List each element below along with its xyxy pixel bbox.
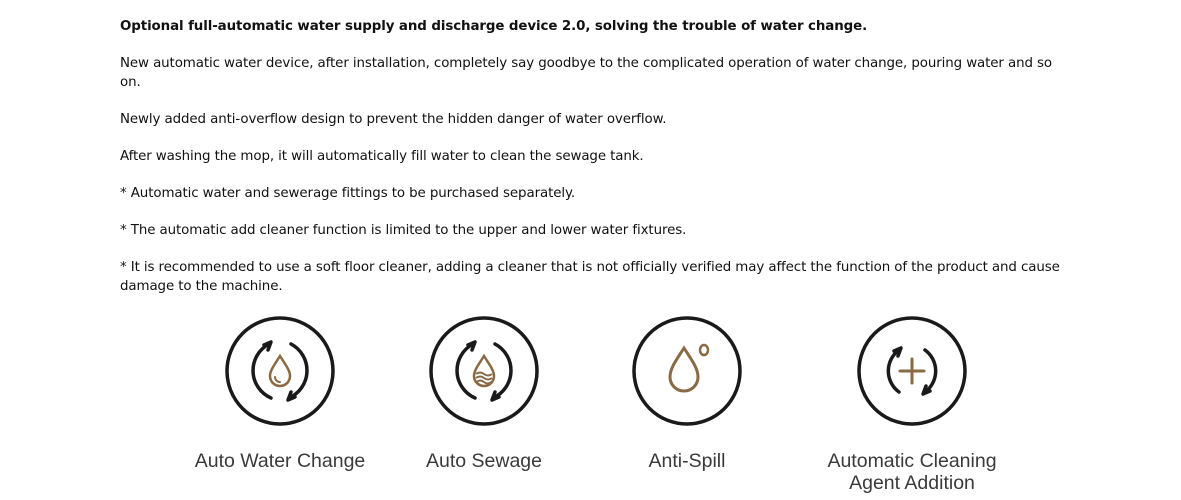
note-fittings: * Automatic water and sewerage fittings to be purchased separately.	[120, 186, 576, 201]
feature-label: Anti-Spill	[648, 450, 726, 472]
paragraph-auto-fill: After washing the mop, it will automatically fill water to clean the sewage tank.	[120, 149, 644, 164]
note-cleaner-function: * The automatic add cleaner function is limited to the upper and lower water fixtures.	[120, 223, 687, 238]
feature-auto-water-change	[180, 300, 380, 472]
feature-auto-sewage	[384, 300, 584, 472]
feature-label: Auto Water Change	[194, 450, 366, 472]
headline: Optional full-automatic water supply and discharge device 2.0, solving the trouble of water change.	[120, 19, 868, 34]
add-cleaner-icon	[855, 314, 969, 428]
feature-label-line1: Automatic Cleaning	[827, 450, 997, 472]
water-cycle-icon	[223, 314, 337, 428]
paragraph-auto-water: New automatic water device, after installation, completely say goodbye to the complicated operation of water change, pouring water and so on.	[120, 56, 1053, 90]
feature-anti-spill	[587, 300, 787, 472]
feature-icons	[0, 300, 1181, 500]
paragraph-anti-overflow: Newly added anti-overflow design to prevent the hidden danger of water overflow.	[120, 112, 667, 127]
product-description	[120, 17, 1060, 296]
sewage-cycle-icon	[427, 314, 541, 428]
note-soft-cleaner: * It is recommended to use a soft floor cleaner, adding a cleaner that is not officially verified may affect the function of the product and cause damage to the machine.	[120, 260, 1060, 294]
feature-label-line2: Agent Addition	[849, 472, 975, 494]
water-drop-icon	[630, 314, 744, 428]
feature-cleaning-agent-addition	[812, 300, 1012, 494]
feature-label: Auto Sewage	[425, 450, 542, 472]
